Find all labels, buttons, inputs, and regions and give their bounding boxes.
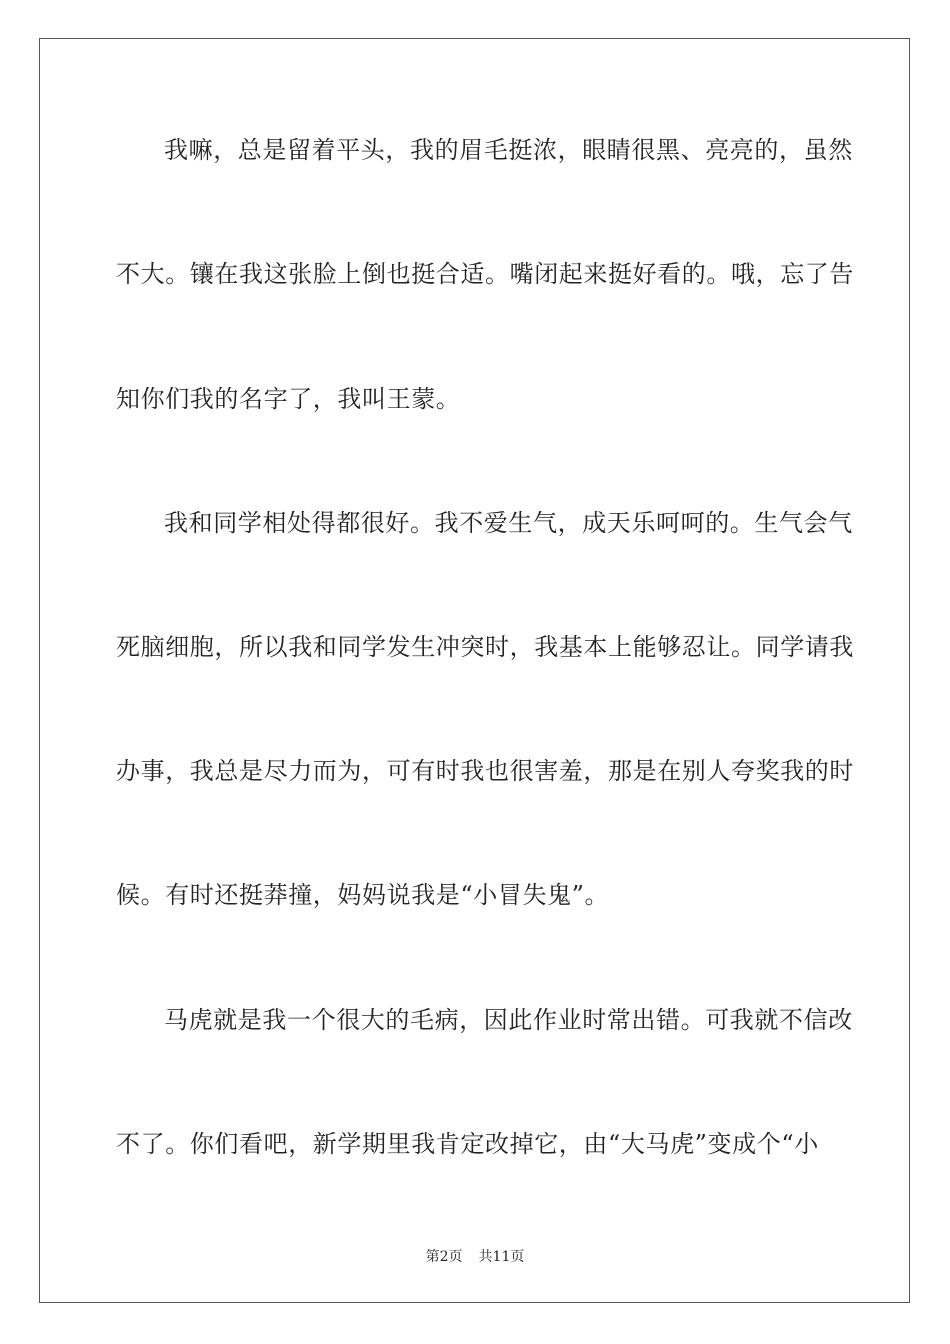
page-number: 第2页 — [425, 1249, 463, 1265]
paragraph-3-line-1: 马虎就是我一个很大的毛病，因此作业时常出错。可我就不信改 — [164, 1006, 853, 1034]
page-border — [39, 38, 910, 1303]
page-total: 共11页 — [478, 1249, 525, 1265]
paragraph-2-line-4: 候。有时还挺莽撞，妈妈说我是“小冒失鬼”。 — [116, 881, 610, 909]
paragraph-1-line-3: 知你们我的名字了，我叫王蒙。 — [116, 385, 461, 413]
paragraph-2-line-2: 死脑细胞，所以我和同学发生冲突时，我基本上能够忍让。同学请我 — [116, 633, 854, 661]
paragraph-2-line-1: 我和同学相处得都很好。我不爱生气，成天乐呵呵的。生气会气 — [164, 509, 853, 537]
paragraph-1-line-2: 不大。镶在我这张脸上倒也挺合适。嘴闭起来挺好看的。哦，忘了告 — [116, 260, 854, 288]
page-footer — [0, 1248, 950, 1266]
paragraph-1-line-1: 我嘛，总是留着平头，我的眉毛挺浓，眼睛很黑、亮亮的，虽然 — [164, 136, 853, 164]
paragraph-3-line-2: 不了。你们看吧，新学期里我肯定改掉它，由“大马虎”变成个“小 — [116, 1130, 819, 1158]
paragraph-2-line-3: 办事，我总是尽力而为，可有时我也很害羞，那是在别人夸奖我的时 — [116, 757, 854, 785]
